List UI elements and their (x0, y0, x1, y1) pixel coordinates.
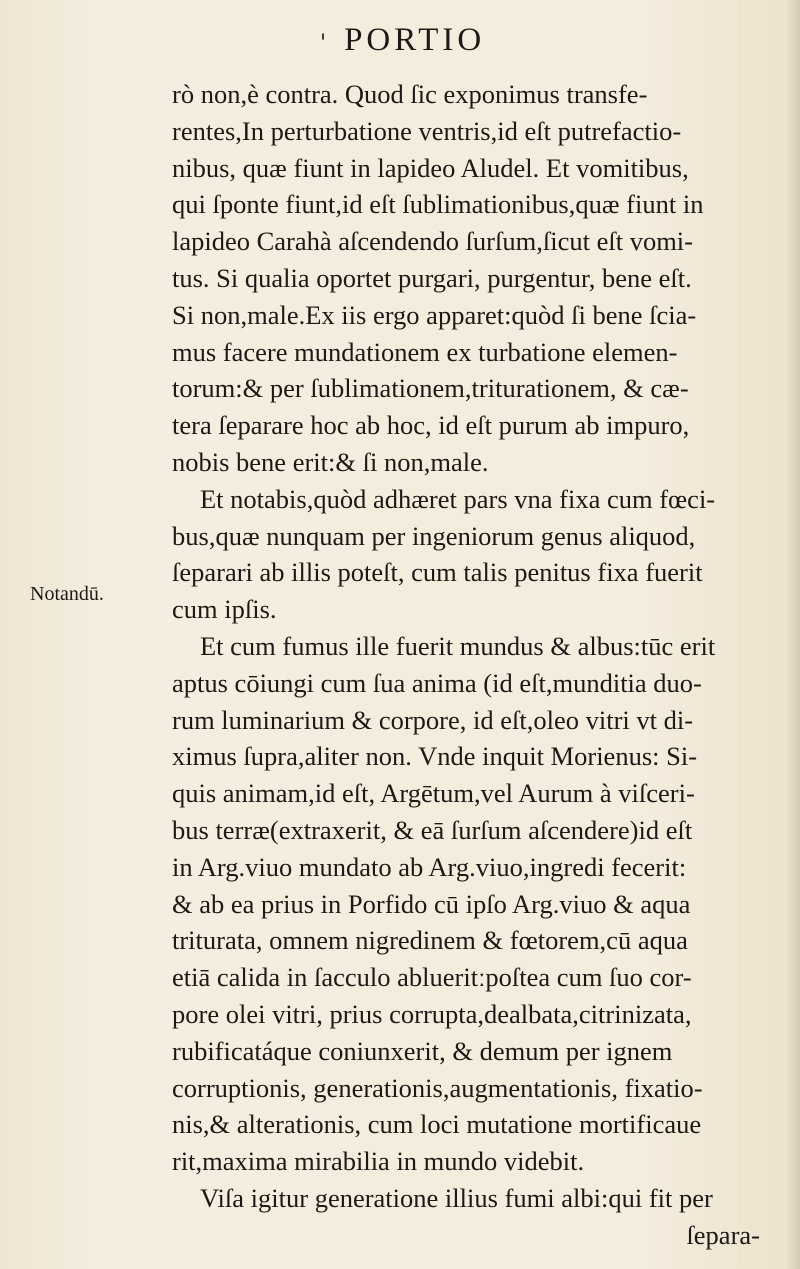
catchword: ſepara- (686, 1219, 760, 1250)
running-head: PORTIO (344, 22, 486, 58)
text-line: triturata, omnem nigredinem & fœtorem,cū aqua (172, 925, 688, 956)
text-line: qui ſponte fiunt,id eſt ſublimationibus,quæ fiunt in (172, 189, 704, 220)
text-line: ſeparari ab illis poteſt, cum talis penitus fixa fuerit (172, 557, 703, 588)
text-line: rentes,In perturbatione ventris,id eſt putrefactio- (172, 115, 682, 146)
text-line: nis,& alterationis, cum loci mutatione mortificaue (172, 1109, 702, 1140)
body-text (172, 76, 760, 1254)
text-line: rò non,è contra. Quod ſic exponimus transfe- (172, 79, 648, 109)
text-line: torum:& per ſublimationem,triturationem, & cæ- (172, 373, 689, 404)
text-line: Viſa igitur generatione illius fumi albi:qui fit per (200, 1182, 713, 1213)
text-line: lapideo Carahà aſcendendo ſurſum,ſicut eſt vomi- (172, 226, 693, 257)
text-line: tus. Si qualia oportet purgari, purgentur, bene eſt. (172, 262, 692, 293)
text-line: tera ſeparare hoc ab hoc, id eſt purum ab impuro, (172, 410, 690, 441)
text-line: quis animam,id eſt, Argētum,vel Aurum à viſceri- (172, 778, 695, 809)
text-line: bus,quæ nunquam per ingeniorum genus aliquod, (172, 520, 696, 551)
text-line: aptus cōiungi cum ſua anima (id eſt,munditia duo- (172, 667, 702, 698)
text-line: rit,maxima mirabilia in mundo videbit. (172, 1146, 585, 1177)
text-line: pore olei vitri, prius corrupta,dealbata,citrinizata, (172, 998, 692, 1029)
margin-note: Notandū. (30, 583, 104, 605)
header-ornament: ' (320, 31, 327, 56)
page-fold-shadow (786, 0, 800, 1269)
text-line: rum luminarium & corpore, id eſt,oleo vitri vt di- (172, 704, 694, 735)
text-line: mus facere mundationem ex turbatione elemen- (172, 336, 678, 367)
text-line: nibus, quæ fiunt in lapideo Aludel. Et vomitibus, (172, 152, 689, 183)
text-line: Et cum fumus ille fuerit mundus & albus:tūc erit (200, 630, 716, 661)
text-line: & ab ea prius in Porfido cū ipſo Arg.viuo & aqua (172, 888, 691, 919)
page-header (320, 22, 485, 59)
text-line: cum ipſis. (172, 594, 277, 625)
text-line: ximus ſupra,aliter non. Vnde inquit Morienus: Si- (172, 741, 698, 772)
text-line: Si non,male.Ex iis ergo apparet:quòd ſi bene ſcia- (172, 299, 697, 330)
text-line: etiā calida in ſacculo ablueritːpoſtea cum ſuo cor- (172, 962, 692, 993)
text-line: rubificatáque coniunxerit, & demum per ignem (172, 1035, 673, 1066)
text-line: Et notabis,quòd adhæret pars vna fixa cum fœci- (200, 483, 716, 514)
text-line: bus terræ(extraxerit, & eā ſurſum aſcendere)id eſt (172, 814, 693, 845)
text-line: nobis bene erit:& ſi non,male. (172, 446, 489, 477)
text-line: in Arg.viuo mundato ab Arg.viuo,ingredi fecerit: (172, 851, 687, 882)
text-line: corruptionis, generationis,augmentationis, fixatio- (172, 1072, 703, 1103)
